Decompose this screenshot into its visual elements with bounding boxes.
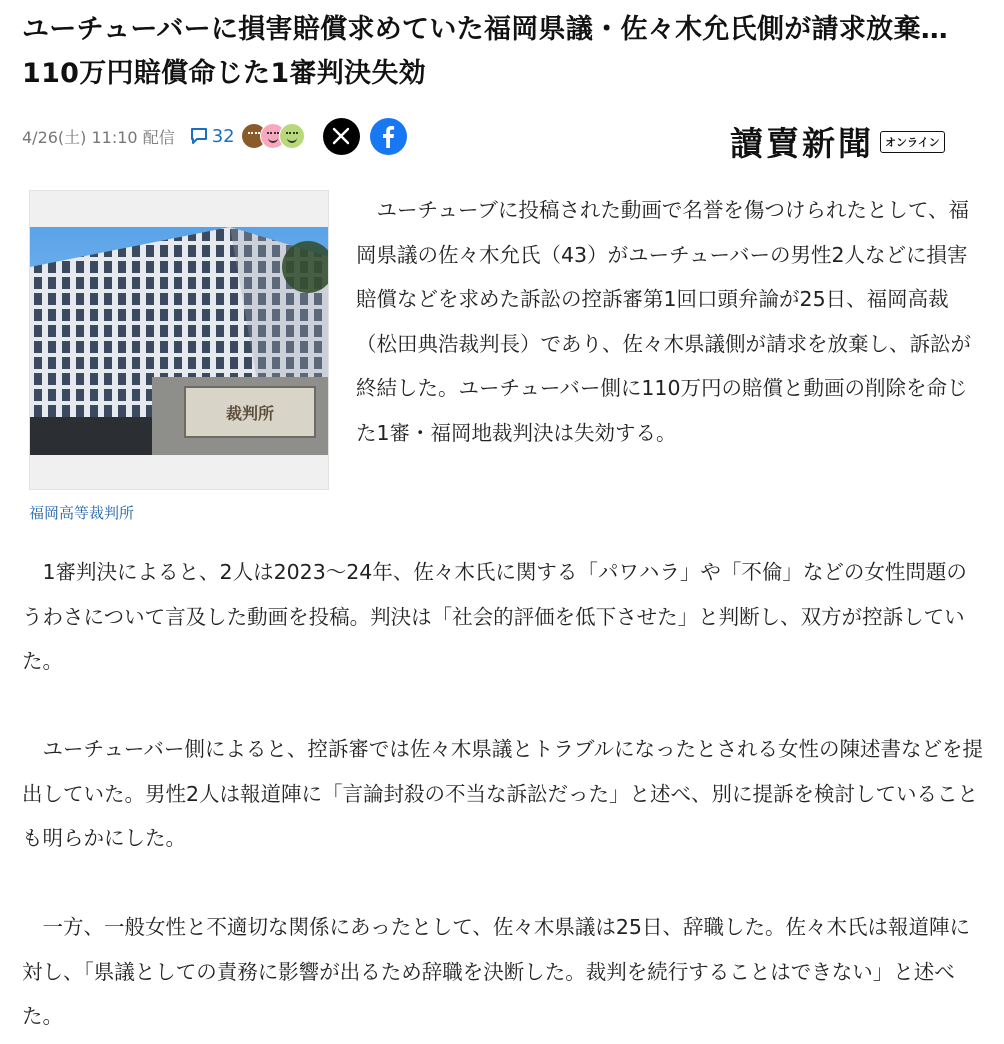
share-x-button[interactable] [323,118,360,155]
photo-caption[interactable]: 福岡高等裁判所 [29,504,135,522]
publish-date: 4/26(土) 11:10 配信 [22,127,175,147]
comment-count: 32 [211,125,235,147]
article-paragraph-1: 1審判決によると、2人は2023～24年、佐々木氏に関する「パワハラ」や「不倫」などの女性問題のうわさについて言及した動画を投稿。判決は「社会的評価を低下させた」と判断し、双方が控訴していた。 [22,560,967,673]
comment-bubble-icon [189,126,209,146]
publisher-name: 讀賣新聞 [730,124,874,163]
publisher-online-tag: オンライン [880,131,945,153]
publisher-logo[interactable] [730,118,945,165]
court-sign-text: 裁判所 [225,404,275,423]
reaction-icons[interactable] [241,123,305,149]
court-building-image [30,227,329,455]
article-title: ユーチューバーに損害賠償求めていた福岡県議・佐々木允氏側が請求放棄…110万円賠償命じた1審判決失効 [22,14,949,89]
facebook-logo-icon [378,124,398,148]
article-photo[interactable] [29,190,329,490]
article-paragraph-3: 一方、一般女性と不適切な関係にあったとして、佐々木県議は25日、辞職した。佐々木氏は報道陣に対し、「県議としての責務に影響が出るため辞職を決断した。裁判を続行することはできない」と述べた。 [22,915,970,1028]
comments-link[interactable] [189,126,235,147]
reaction-smile-icon [279,123,305,149]
article-paragraph-2: ユーチューバー側によると、控訴審では佐々木県議とトラブルになったとされる女性の陳述書などを提出していた。男性2人は報道陣に「言論封殺の不当な訴訟だった」と述べ、別に提訴を検討していることも明らかにした。 [22,737,984,850]
share-facebook-button[interactable] [370,118,407,155]
article-lead: ユーチューブに投稿された動画で名誉を傷つけられたとして、福岡県議の佐々木允氏（43）がユーチューバーの男性2人などに損害賠償などを求めた訴訟の控訴審第1回口頭弁論が25日、福岡高裁（松田典浩裁判長）であり、佐々木県議側が請求を放棄し、訴訟が終結した。ユーチューバー側に110万円の賠償と動画の削除を命じた1審・福岡地裁判決は失効する。 [356,198,971,445]
x-logo-icon [332,127,350,145]
article-meta [22,112,417,160]
